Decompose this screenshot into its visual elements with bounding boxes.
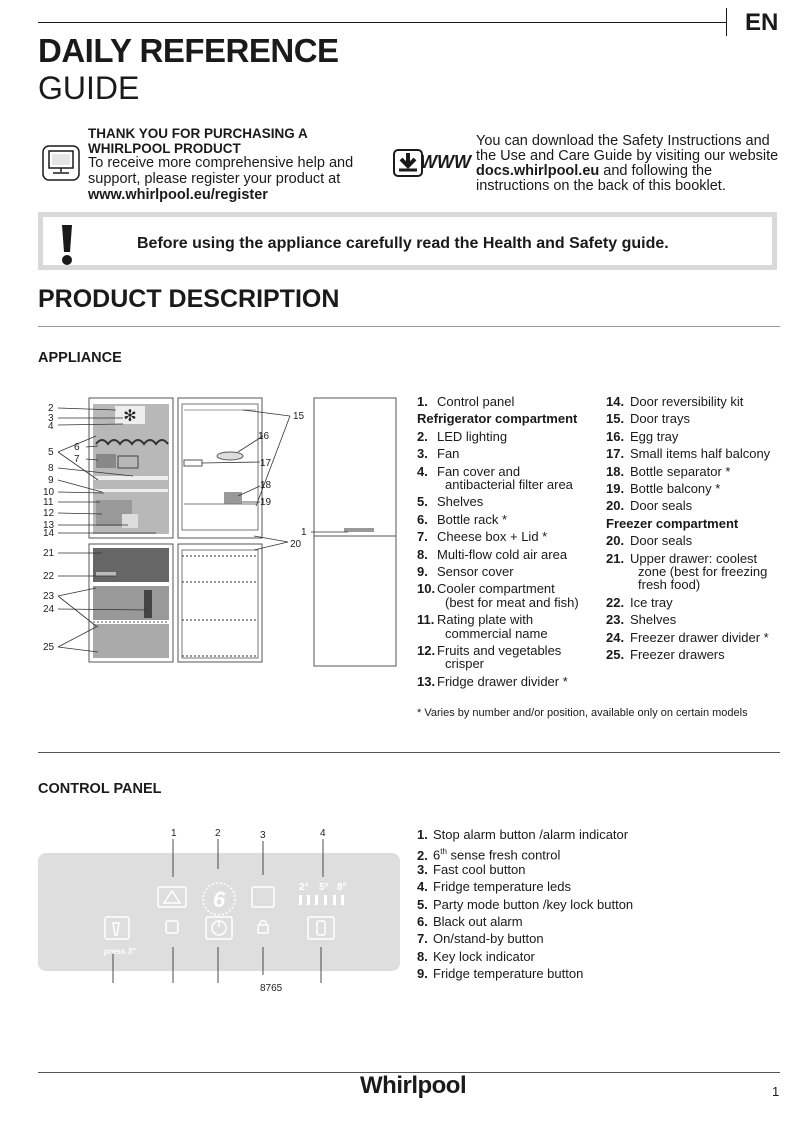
- item-text: Bottle separator *: [630, 463, 731, 479]
- item-text: Stop alarm button /alarm indicator: [433, 827, 629, 842]
- panel-bottom-label: 8765: [260, 983, 283, 994]
- download-text-before: You can download the Safety Instructions and the Use and Care Guide by visiting our website: [476, 133, 779, 164]
- item-text: Sensor cover: [437, 564, 514, 579]
- item-text: Fan: [437, 446, 460, 462]
- list-item: [417, 546, 567, 563]
- diagram-label: 5: [48, 447, 54, 458]
- item-text: 6: [433, 847, 441, 863]
- item-text: Black out alarm: [433, 914, 523, 929]
- item-text: Bottle rack *: [437, 511, 508, 527]
- item-number: 20.: [606, 533, 625, 549]
- diagram-label: 21: [43, 548, 55, 559]
- item-text: Upper drawer: coolest: [630, 550, 758, 566]
- item-text: Cooler compartment: [437, 581, 555, 597]
- whirlpool-logo: Whirlpool: [360, 1072, 467, 1099]
- item-text: On/stand-by button: [433, 931, 544, 947]
- item-sup: th: [440, 847, 447, 857]
- item-text: Rating plate with: [437, 612, 534, 628]
- list-item: [606, 463, 730, 480]
- list-item: [417, 861, 526, 878]
- item-number: 6.: [417, 914, 428, 929]
- item-continuation: commercial name: [445, 625, 548, 641]
- list-heading: [417, 410, 577, 427]
- item-text: Door seals: [630, 498, 693, 514]
- item-number: 13.: [417, 673, 436, 689]
- item-text: Freezer drawer divider *: [630, 629, 769, 645]
- item-number: 24.: [606, 629, 625, 645]
- item-number: 25.: [606, 647, 625, 662]
- exclamation-icon: [58, 224, 76, 271]
- list-item: [606, 594, 673, 611]
- download-text-after: and following the instructions on the back of this booklet.: [476, 163, 726, 194]
- item-text: Fridge drawer divider *: [437, 673, 568, 689]
- diagram-label: 16: [258, 431, 270, 442]
- section-rule: [38, 326, 780, 327]
- item-text: Party mode button /key lock button: [433, 896, 634, 912]
- panel-top-label: 3: [260, 830, 266, 841]
- list-item: [417, 445, 459, 462]
- diagram-label: 10: [43, 487, 55, 498]
- list-item: [417, 896, 633, 913]
- item-text: Multi-flow cold air area: [437, 546, 568, 562]
- temp-label: 2°: [299, 882, 309, 893]
- item-continuation: (best for meat and fish): [445, 594, 579, 610]
- item-text: Fan cover and: [437, 463, 521, 479]
- item-text: Freezer drawers: [630, 647, 725, 662]
- diagram-label: 18: [260, 480, 272, 491]
- footnote: * Varies by number and/or position, available only on certain models: [417, 707, 748, 719]
- item-number: 19.: [606, 481, 625, 496]
- control-panel-title: CONTROL PANEL: [38, 781, 162, 797]
- page-subtitle: GUIDE: [38, 70, 140, 106]
- appliance-title: APPLIANCE: [38, 350, 122, 366]
- item-continuation: zone (best for freezing: [638, 564, 768, 579]
- item-text: Shelves: [437, 494, 484, 510]
- item-number: 4.: [417, 463, 428, 479]
- diagram-label: 8: [48, 463, 54, 474]
- diagram-label: 2: [48, 403, 54, 414]
- list-item: [606, 611, 676, 628]
- diagram-label: 6: [74, 442, 80, 453]
- item-continuation: fresh food): [638, 577, 701, 593]
- list-item: [417, 528, 547, 545]
- item-number: 6.: [417, 511, 428, 527]
- item-text: Fast cool button: [433, 861, 526, 877]
- diagram-label: 14: [43, 528, 55, 539]
- list-item: [606, 393, 743, 410]
- svg-text:✻: ✻: [123, 406, 137, 425]
- section-title-product-description: PRODUCT DESCRIPTION: [38, 285, 340, 313]
- item-number: 18.: [606, 463, 625, 479]
- panel-top-label: 2: [215, 828, 221, 839]
- lang-divider: [726, 8, 727, 36]
- diagram-label: 19: [260, 497, 272, 508]
- item-number: 2.: [417, 428, 428, 444]
- item-text: Bottle balcony *: [630, 481, 721, 496]
- press-label: press 3": [104, 947, 136, 956]
- item-number: 23.: [606, 612, 625, 628]
- page-number: 1: [772, 1084, 780, 1099]
- item-number: 10.: [417, 581, 436, 597]
- diagram-label: 22: [43, 571, 55, 582]
- warning-text: Before using the appliance carefully read the Health and Safety guide.: [137, 235, 669, 252]
- diagram-label: 7: [74, 454, 80, 465]
- list-item: [606, 646, 725, 663]
- item-number: 16.: [606, 428, 625, 444]
- item-text: Shelves: [630, 612, 677, 628]
- list-heading-text: Refrigerator compartment: [417, 411, 578, 427]
- diagram-label: 4: [48, 421, 54, 432]
- register-text: To receive more comprehensive help and support, please register your product at: [88, 155, 354, 187]
- list-item: [417, 563, 514, 580]
- thank-you-body: [88, 155, 388, 203]
- list-item: [417, 913, 523, 930]
- diagram-label: 17: [260, 458, 272, 469]
- item-number: 17.: [606, 446, 625, 462]
- list-item: [606, 428, 678, 445]
- item-text: LED lighting: [437, 428, 508, 444]
- item-number: 1.: [417, 394, 428, 409]
- item-number: 22.: [606, 594, 625, 610]
- item-text: Fridge temperature button: [433, 966, 584, 982]
- item-number: 4.: [417, 879, 428, 895]
- list-item: [606, 445, 770, 462]
- diagram-label: 3: [48, 413, 54, 424]
- diagram-label: 20: [290, 539, 302, 550]
- item-text: Door seals: [630, 533, 693, 549]
- diagram-label: 11: [43, 497, 54, 508]
- item-number: 21.: [606, 550, 625, 566]
- diagram-label: 1: [301, 527, 307, 538]
- item-number: 3.: [417, 861, 428, 877]
- language-code: EN: [745, 9, 779, 36]
- item-text: Ice tray: [630, 594, 673, 610]
- item-number: 12.: [417, 643, 436, 658]
- docs-link[interactable]: docs.whirlpool.eu: [476, 163, 600, 179]
- list-heading: [606, 515, 738, 532]
- diagram-label: 15: [293, 411, 305, 422]
- list-item: [606, 480, 720, 497]
- www-icon-text: WWW: [420, 152, 471, 172]
- item-text: Door trays: [630, 411, 690, 427]
- diagram-label: 13: [43, 520, 55, 531]
- list-item: [417, 948, 535, 965]
- temp-label: 8°: [337, 882, 347, 893]
- item-continuation: antibacterial filter area: [445, 477, 573, 492]
- list-item: [606, 532, 692, 549]
- list-heading-text: Freezer compartment: [606, 515, 739, 531]
- item-number: 9.: [417, 564, 428, 579]
- register-link[interactable]: www.whirlpool.eu/register: [88, 187, 268, 203]
- page-title: DAILY REFERENCE: [38, 32, 339, 69]
- item-number: 2.: [417, 847, 428, 863]
- panel-top-label: 4: [320, 828, 326, 839]
- item-number: 11.: [417, 612, 435, 628]
- diagram-label: 24: [43, 604, 55, 615]
- item-number: 20.: [606, 498, 625, 514]
- appliance-list-col2: [606, 393, 786, 663]
- item-text: Fridge temperature leds: [433, 879, 572, 895]
- item-continuation: crisper: [445, 656, 485, 672]
- diagram-label: 25: [43, 642, 55, 653]
- download-text: [476, 134, 781, 194]
- item-number: 15.: [606, 411, 625, 427]
- item-number: 7.: [417, 529, 428, 545]
- control-panel-diagram: [38, 825, 408, 1010]
- monitor-icon: [42, 145, 80, 188]
- panel-top-label: 1: [171, 828, 177, 839]
- diagram-label: 9: [48, 475, 54, 486]
- list-item: [417, 428, 507, 445]
- item-text: Cheese box + Lid *: [437, 529, 548, 545]
- list-item: [417, 826, 628, 843]
- item-number: 7.: [417, 931, 428, 947]
- temp-label: 5°: [319, 882, 329, 893]
- item-text: Door reversibility kit: [630, 394, 744, 409]
- item-number: 9.: [417, 966, 428, 982]
- item-text: Small items half balcony: [630, 446, 771, 462]
- appliance-list-col1: [417, 393, 607, 693]
- item-text: Key lock indicator: [433, 948, 535, 964]
- diagram-label: 23: [43, 591, 55, 602]
- list-item: [417, 965, 583, 982]
- list-item: [417, 673, 568, 690]
- list-item: [606, 629, 769, 646]
- section-rule-2: [38, 752, 780, 753]
- list-item: [417, 930, 544, 947]
- appliance-diagram: [38, 396, 408, 676]
- item-number: 5.: [417, 896, 428, 912]
- item-number: 14.: [606, 394, 625, 409]
- list-item: [417, 393, 514, 410]
- thank-you-title: THANK YOU FOR PURCHASING A WHIRLPOOL PRODUCT: [88, 126, 308, 156]
- item-number: 5.: [417, 494, 428, 510]
- diagram-label: 12: [43, 508, 55, 519]
- list-item: [417, 493, 483, 510]
- item-text-rest: sense fresh control: [446, 847, 561, 863]
- item-number: 3.: [417, 446, 428, 462]
- item-number: 8.: [417, 948, 428, 964]
- sixth-sense-digit: 6: [213, 887, 226, 912]
- item-text: Egg tray: [630, 428, 679, 444]
- top-rule: [38, 22, 726, 23]
- control-panel-list: [417, 826, 787, 986]
- list-item: [417, 878, 571, 895]
- list-item: [606, 497, 692, 514]
- list-item: [606, 410, 690, 427]
- item-number: 1.: [417, 827, 428, 842]
- item-text: Control panel: [437, 394, 515, 409]
- item-number: 8.: [417, 546, 428, 562]
- list-item: [417, 511, 507, 528]
- item-text: Fruits and vegetables: [437, 643, 562, 658]
